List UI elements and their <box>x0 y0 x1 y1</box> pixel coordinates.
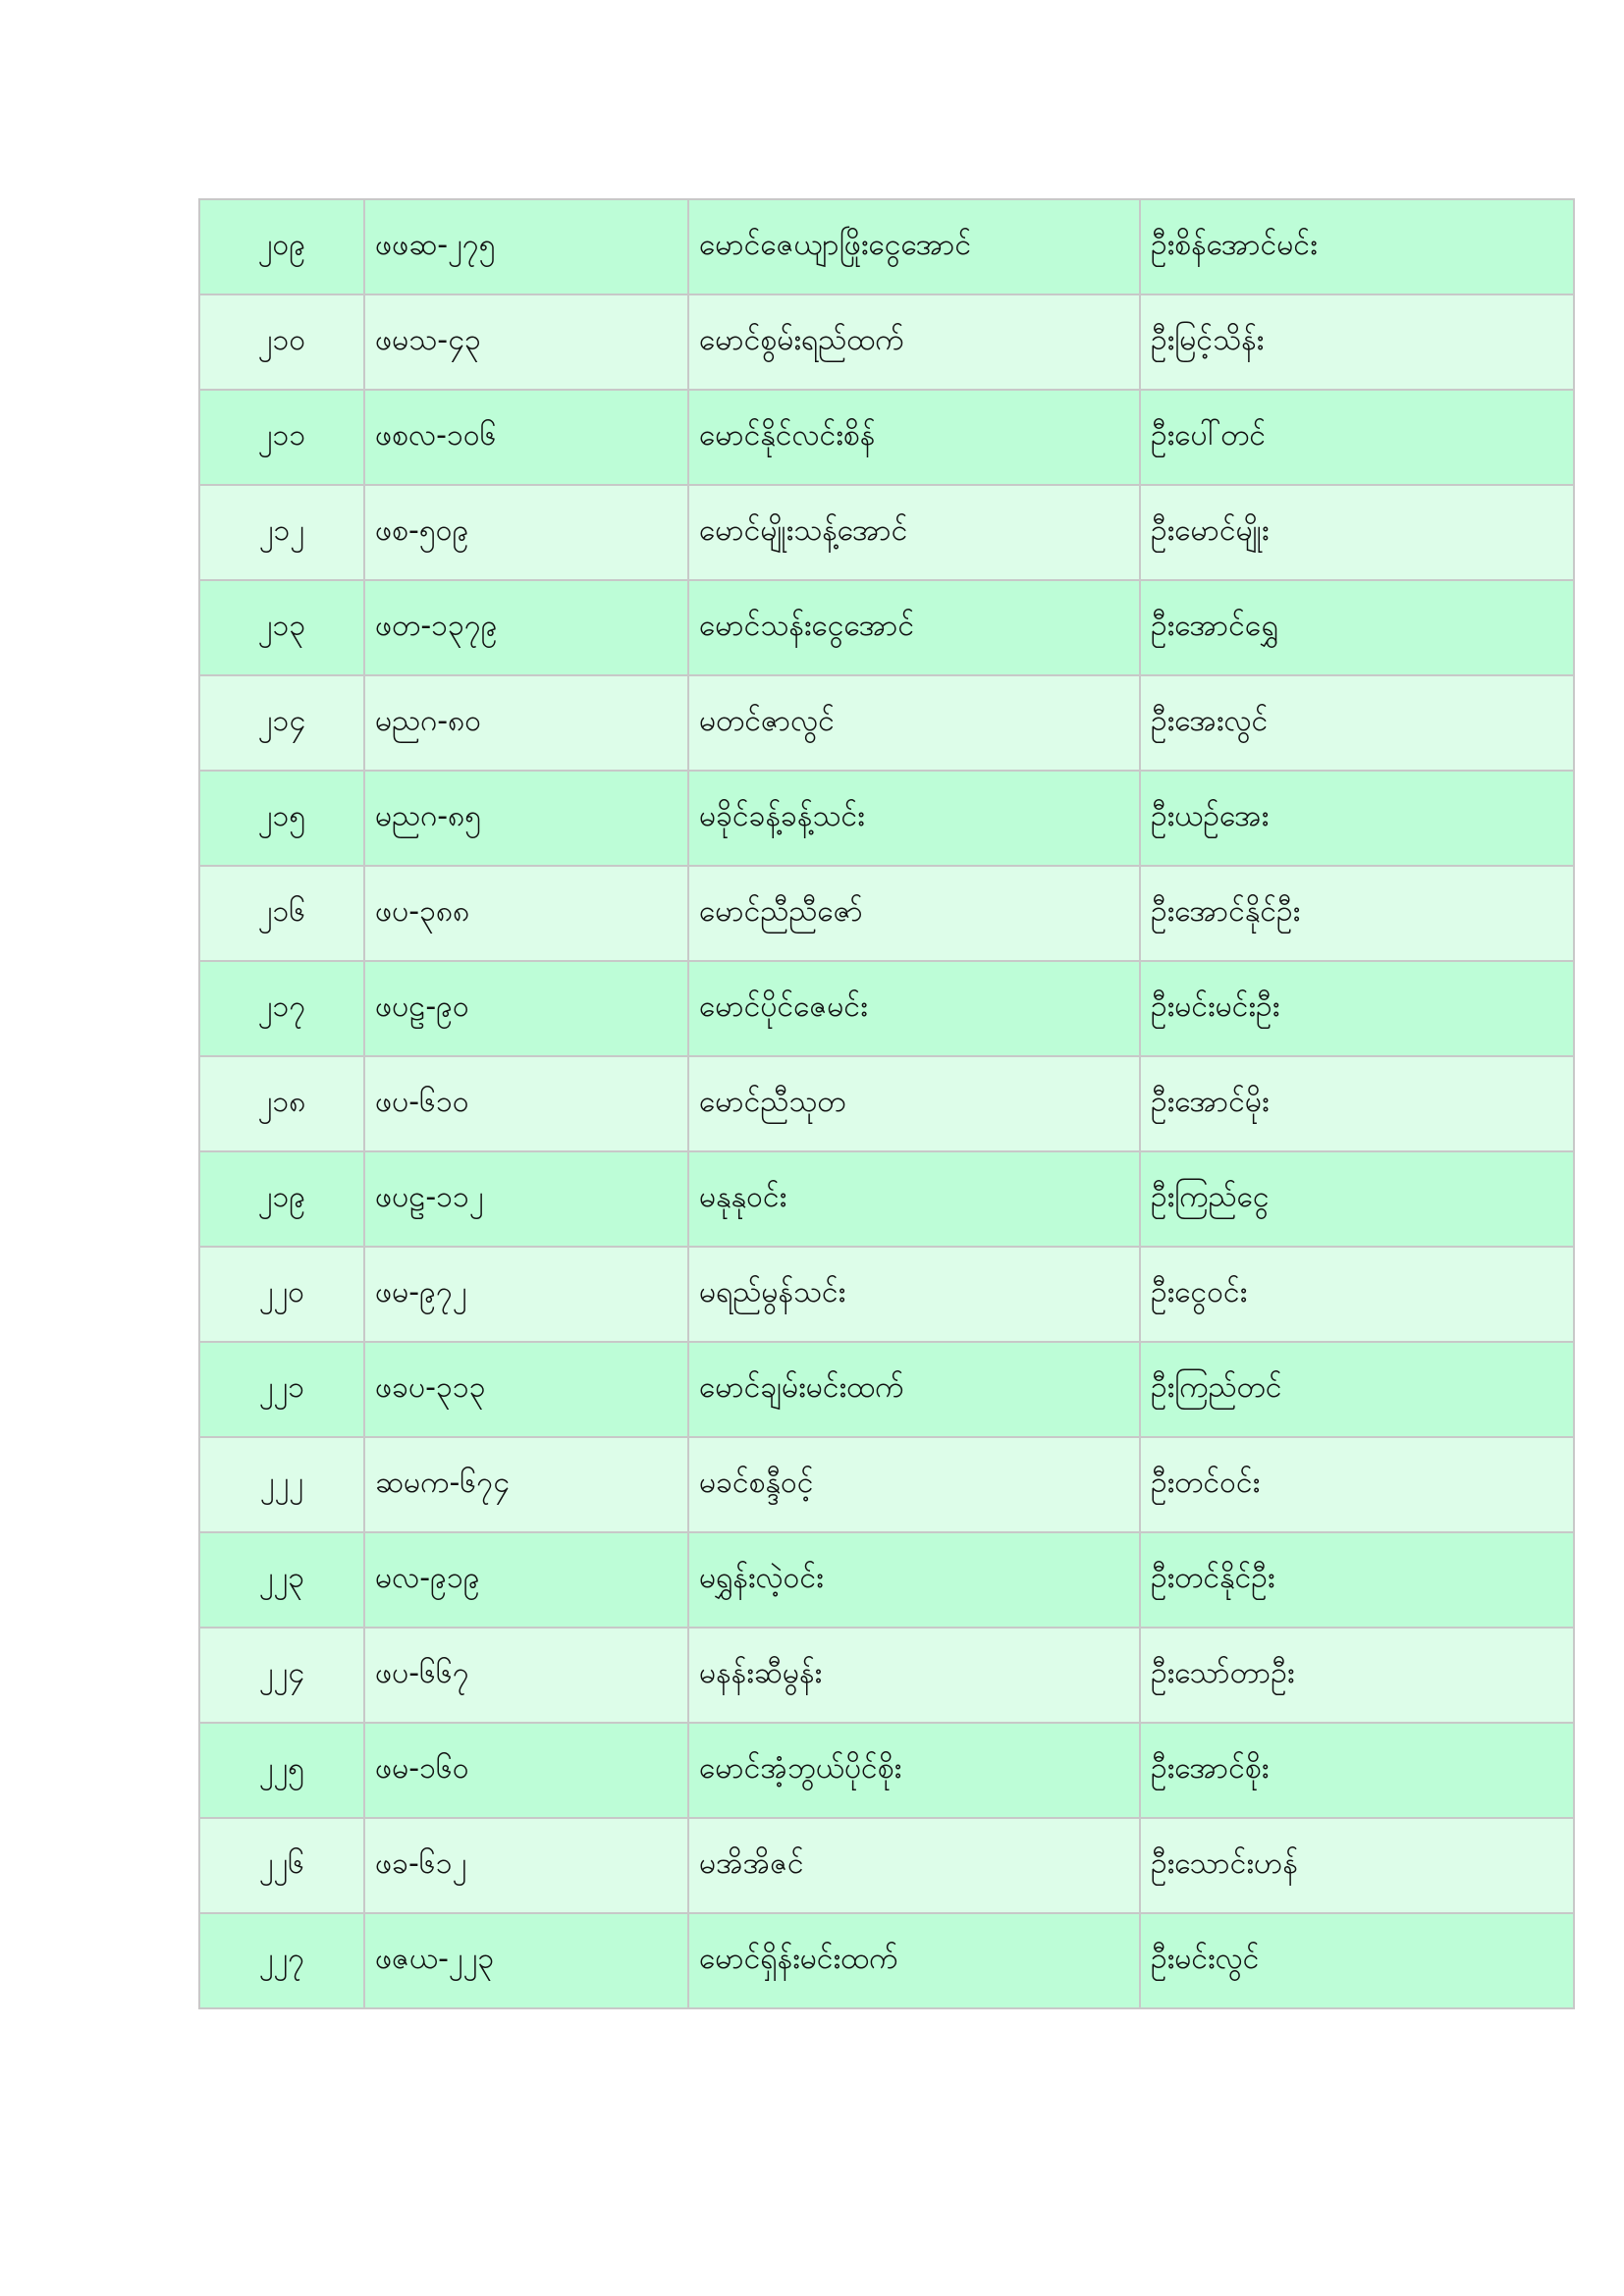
table-row <box>199 294 1574 390</box>
id-number-cell: ဖပဠ-၁၁၂ <box>364 1151 688 1247</box>
id-number-cell: ဆမက-၆၇၄ <box>364 1437 688 1532</box>
id-number-cell: ဖပ-၆၆၇ <box>364 1628 688 1723</box>
row-number-cell: ၂၁၈ <box>199 1056 364 1151</box>
student-name-cell: မောင်ပိုင်ဇေမင်း <box>688 961 1140 1056</box>
father-name-cell: ဦးကြည်ငွေ <box>1140 1151 1574 1247</box>
row-number-cell: ၂၂၂ <box>199 1437 364 1532</box>
student-name-cell: မောင်မျိုးသန့်အောင် <box>688 485 1140 580</box>
row-number-cell: ၂၁၇ <box>199 961 364 1056</box>
table-row <box>199 866 1574 961</box>
id-number-cell: ဖစလ-၁၀၆ <box>364 390 688 485</box>
table-row <box>199 1151 1574 1247</box>
id-number-cell: ဖမ-၉၇၂ <box>364 1247 688 1342</box>
table-row <box>199 1342 1574 1437</box>
student-name-cell: မရွှန်းလဲ့ဝင်း <box>688 1532 1140 1628</box>
row-number-cell: ၂၁၅ <box>199 771 364 866</box>
father-name-cell: ဦးငွေဝင်း <box>1140 1247 1574 1342</box>
row-number-cell: ၂၁၀ <box>199 294 364 390</box>
table-row <box>199 1913 1574 2008</box>
row-number-cell: ၂၁၃ <box>199 580 364 675</box>
table-row <box>199 771 1574 866</box>
row-number-cell: ၂၂၆ <box>199 1818 364 1913</box>
student-name-cell: မရည်မွန်သင်း <box>688 1247 1140 1342</box>
student-name-cell: မခင်စန္ဒီဝင့် <box>688 1437 1140 1532</box>
id-number-cell: ဖမ-၁၆၀ <box>364 1723 688 1818</box>
id-number-cell: မလ-၉၁၉ <box>364 1532 688 1628</box>
student-name-cell: မအိအိဇင် <box>688 1818 1140 1913</box>
row-number-cell: ၂၁၁ <box>199 390 364 485</box>
row-number-cell: ၂၂၄ <box>199 1628 364 1723</box>
table-row <box>199 485 1574 580</box>
id-number-cell: ဖပ-၆၁၀ <box>364 1056 688 1151</box>
id-number-cell: ဖဇယ-၂၂၃ <box>364 1913 688 2008</box>
id-number-cell: ဖခ-၆၁၂ <box>364 1818 688 1913</box>
row-number-cell: ၂၁၆ <box>199 866 364 961</box>
table-row <box>199 675 1574 771</box>
row-number-cell: ၂၀၉ <box>199 199 364 294</box>
father-name-cell: ဦးမောင်မျိုး <box>1140 485 1574 580</box>
student-name-cell: မခိုင်ခန့်ခန့်သင်း <box>688 771 1140 866</box>
id-number-cell: ဖစ-၅၀၉ <box>364 485 688 580</box>
table-row <box>199 961 1574 1056</box>
table-row <box>199 1437 1574 1532</box>
table-row <box>199 1628 1574 1723</box>
father-name-cell: ဦးအောင်စိုး <box>1140 1723 1574 1818</box>
row-number-cell: ၂၁၄ <box>199 675 364 771</box>
id-number-cell: ဖမသ-၄၃ <box>364 294 688 390</box>
student-name-cell: မောင်ရှိန်းမင်းထက် <box>688 1913 1140 2008</box>
student-name-cell: မောင်ညီညီဇော် <box>688 866 1140 961</box>
row-number-cell: ၂၂၅ <box>199 1723 364 1818</box>
student-name-cell: မောင်ညီသုတ <box>688 1056 1140 1151</box>
father-name-cell: ဦးတင်ဝင်း <box>1140 1437 1574 1532</box>
id-number-cell: ဖဖဆ-၂၇၅ <box>364 199 688 294</box>
father-name-cell: ဦးအောင်နိုင်ဦး <box>1140 866 1574 961</box>
table-row <box>199 1532 1574 1628</box>
student-name-cell: မောင်နိုင်လင်းစိန် <box>688 390 1140 485</box>
father-name-cell: ဦးသော်တာဦး <box>1140 1628 1574 1723</box>
student-name-cell: မောင်ဇေယျာဖြိုးငွေအောင် <box>688 199 1140 294</box>
father-name-cell: ဦးအောင်မိုး <box>1140 1056 1574 1151</box>
father-name-cell: ဦးသောင်းဟန် <box>1140 1818 1574 1913</box>
row-number-cell: ၂၂၀ <box>199 1247 364 1342</box>
row-number-cell: ၂၁၂ <box>199 485 364 580</box>
father-name-cell: ဦးစိန်အောင်မင်း <box>1140 199 1574 294</box>
father-name-cell: ဦးယဉ်အေး <box>1140 771 1574 866</box>
student-name-cell: မတင်ဇာလွင် <box>688 675 1140 771</box>
table-row <box>199 1723 1574 1818</box>
row-number-cell: ၂၂၁ <box>199 1342 364 1437</box>
father-name-cell: ဦးပေါ်တင် <box>1140 390 1574 485</box>
father-name-cell: ဦးတင်နိုင်ဦး <box>1140 1532 1574 1628</box>
father-name-cell: ဦးအေးလွင် <box>1140 675 1574 771</box>
student-list-table <box>198 198 1575 2009</box>
row-number-cell: ၂၂၃ <box>199 1532 364 1628</box>
student-name-cell: မောင်အံ့ဘွယ်ပိုင်စိုး <box>688 1723 1140 1818</box>
student-name-cell: မနန်းဆီမွန်း <box>688 1628 1140 1723</box>
father-name-cell: ဦးအောင်ရွှေ <box>1140 580 1574 675</box>
id-number-cell: ဖတ-၁၃၇၉ <box>364 580 688 675</box>
father-name-cell: ဦးမင်းမင်းဦး <box>1140 961 1574 1056</box>
student-name-cell: မောင်သန်းငွေအောင် <box>688 580 1140 675</box>
table-row <box>199 1818 1574 1913</box>
id-number-cell: ဖပဠ-၉၀ <box>364 961 688 1056</box>
table-row <box>199 580 1574 675</box>
father-name-cell: ဦးမြင့်သိန်း <box>1140 294 1574 390</box>
father-name-cell: ဦးကြည်တင် <box>1140 1342 1574 1437</box>
table-row <box>199 390 1574 485</box>
id-number-cell: မညဂ-၈၅ <box>364 771 688 866</box>
id-number-cell: ဖခပ-၃၁၃ <box>364 1342 688 1437</box>
table-body <box>199 199 1574 2008</box>
table-row <box>199 199 1574 294</box>
id-number-cell: ဖပ-၃၈၈ <box>364 866 688 961</box>
row-number-cell: ၂၂၇ <box>199 1913 364 2008</box>
table-row <box>199 1056 1574 1151</box>
student-name-cell: မနုနုဝင်း <box>688 1151 1140 1247</box>
student-name-cell: မောင်ချမ်းမင်းထက် <box>688 1342 1140 1437</box>
id-number-cell: မညဂ-၈၀ <box>364 675 688 771</box>
student-name-cell: မောင်စွမ်းရည်ထက် <box>688 294 1140 390</box>
father-name-cell: ဦးမင်းလွင် <box>1140 1913 1574 2008</box>
table-row <box>199 1247 1574 1342</box>
row-number-cell: ၂၁၉ <box>199 1151 364 1247</box>
